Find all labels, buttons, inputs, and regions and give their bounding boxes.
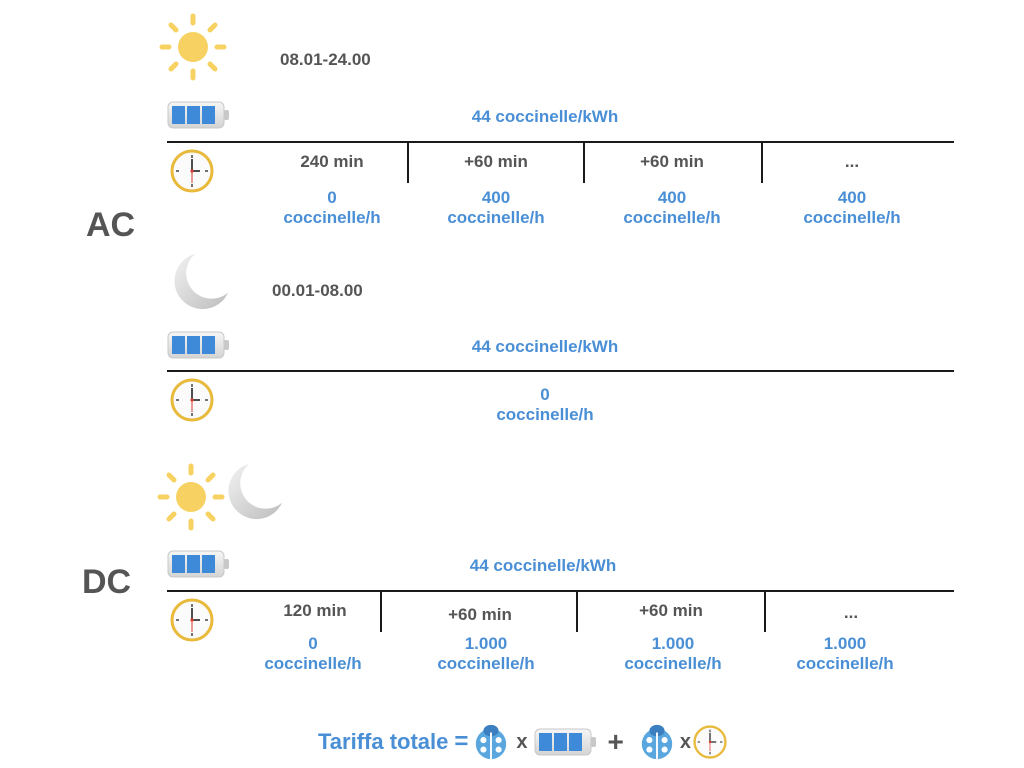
dc-slot-1-unit: coccinelle/h: [264, 654, 362, 673]
ac-day-hours: 08.01-24.00: [280, 50, 371, 69]
dc-slot-1-time: 120 min: [283, 601, 347, 620]
ladybug-icon: [472, 723, 510, 761]
ac-night-hours: 00.01-08.00: [272, 281, 363, 300]
ac-day-col-sep-3: [761, 141, 763, 183]
clock-icon: [693, 725, 727, 759]
dc-slot-3-rate: [603, 634, 743, 674]
total-tariff-formula: [318, 720, 727, 764]
ac-day-slot-2-rate: [426, 188, 566, 228]
ac-day-slot-1-time: 240 min: [300, 152, 364, 171]
dc-slot-3-value: 1.000: [651, 634, 695, 653]
ac-day-slot-1-rate: [262, 188, 402, 228]
ac-day-slot-4-unit: coccinelle/h: [803, 208, 901, 227]
formula-plus: +: [607, 726, 624, 757]
ac-day-slot-1-value: 0: [327, 188, 337, 207]
ac-day-col-sep-1: [407, 141, 409, 183]
ac-day-divider: [167, 141, 954, 143]
battery-icon: [167, 330, 231, 360]
dc-label: DC: [82, 563, 132, 601]
dc-slot-4-rate: [775, 634, 915, 674]
ac-day-slot-3-unit: coccinelle/h: [623, 208, 721, 227]
dc-slot-4-time: ...: [843, 603, 859, 622]
dc-slot-2-rate: [416, 634, 556, 674]
ac-day-slot-4-value: 400: [837, 188, 867, 207]
dc-slot-3-unit: coccinelle/h: [624, 654, 722, 673]
dc-slot-2-time: +60 min: [448, 605, 512, 624]
formula-equals: =: [454, 728, 469, 755]
ac-day-slot-2-time: +60 min: [464, 152, 528, 171]
ladybug-icon: [638, 723, 676, 761]
ac-day-slot-2-value: 400: [481, 188, 511, 207]
formula-label: Tariffa totale: [318, 729, 449, 754]
dc-col-sep-2: [576, 590, 578, 632]
dc-col-sep-3: [764, 590, 766, 632]
ac-label: AC: [86, 206, 136, 244]
dc-divider: [167, 590, 954, 592]
moon-icon: [224, 460, 286, 522]
ac-day-slot-3-rate: [602, 188, 742, 228]
dc-energy-rate: 44 coccinelle/kWh: [469, 556, 617, 575]
sun-icon: [156, 462, 226, 532]
ac-night-rate: [445, 385, 645, 425]
battery-icon: [534, 727, 598, 757]
ac-night-divider: [167, 370, 954, 372]
ac-night-rate-unit: coccinelle/h: [496, 405, 594, 424]
dc-slot-1-rate: [243, 634, 383, 674]
battery-icon: [167, 549, 231, 579]
ac-day-col-sep-2: [583, 141, 585, 183]
battery-icon: [167, 100, 231, 130]
dc-slot-4-value: 1.000: [823, 634, 867, 653]
ac-day-slot-3-value: 400: [657, 188, 687, 207]
formula-times-1: x: [516, 730, 528, 753]
dc-slot-2-value: 1.000: [464, 634, 508, 653]
ac-day-energy-rate: 44 coccinelle/kWh: [471, 107, 619, 126]
formula-times-2: x: [679, 730, 692, 753]
ac-day-slot-3-time: +60 min: [640, 152, 704, 171]
sun-icon: [158, 12, 228, 82]
clock-icon: [170, 149, 214, 193]
ac-night-rate-value: 0: [540, 385, 550, 404]
ac-day-slot-1-unit: coccinelle/h: [283, 208, 381, 227]
dc-slot-4-unit: coccinelle/h: [796, 654, 894, 673]
ac-day-slot-2-unit: coccinelle/h: [447, 208, 545, 227]
ac-day-slot-4-time: ...: [844, 152, 860, 171]
dc-slot-3-time: +60 min: [639, 601, 703, 620]
ac-day-slot-4-rate: [782, 188, 922, 228]
clock-icon: [170, 378, 214, 422]
ac-night-energy-rate: 44 coccinelle/kWh: [471, 337, 619, 356]
clock-icon: [170, 598, 214, 642]
moon-icon: [170, 250, 232, 312]
dc-slot-2-unit: coccinelle/h: [437, 654, 535, 673]
dc-slot-1-value: 0: [308, 634, 318, 653]
